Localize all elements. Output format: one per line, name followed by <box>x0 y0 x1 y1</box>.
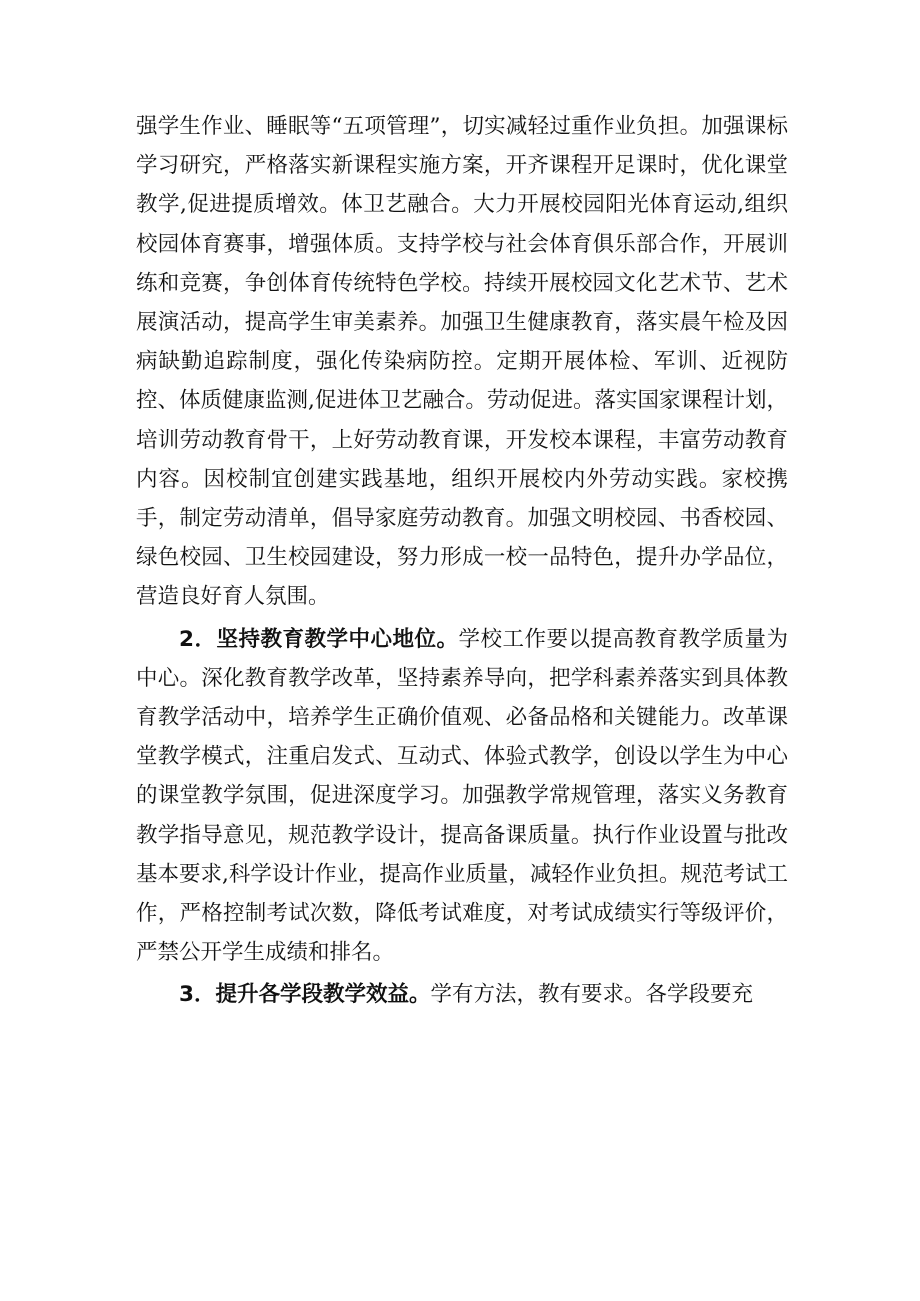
paragraph-text: 学校工作要以提高教育教学质量为中心。深化教育教学改革，坚持素养导向，把学科素养落实到具体教育教学活动中，培养学生正确价值观、必备品格和关键能力。改革课堂教学模式，注重启发式、互动式、体验式教学，创设以学生为中心的课堂教学氛围，促进深度学习。加强教学常规管理，落实义务教育教学指导意见，规范教学设计，提高备课质量。执行作业设置与批改基本要求,科学设计作业，提高作业质量，减轻作业负担。规范考试工作，严格控制考试次数，降低考试难度，对考试成绩实行等级评价，严禁公开学生成绩和排名。 <box>136 626 788 966</box>
section-heading: 3．提升各学段教学效益。 <box>179 982 431 1008</box>
paragraph-section-3 <box>136 975 788 1014</box>
paragraph-continued <box>136 107 788 617</box>
paragraph-section-2 <box>136 620 788 973</box>
section-heading: 2．坚持教育教学中心地位。 <box>179 626 459 652</box>
paragraph-text: 学有方法，教有要求。各学段要充 <box>430 982 753 1008</box>
document-body <box>136 107 788 1015</box>
paragraph-text: 强学生作业、睡眠等“五项管理”，切实减轻过重作业负担。加强课标学习研究，严格落实新课程实施方案，开齐课程开足课时，优化课堂教学,促进提质增效。体卫艺融合。大力开展校园阳光体育运动,组织校园体育赛事，增强体质。支持学校与社会体育俱乐部合作，开展训练和竞赛，争创体育传统特色学校。持续开展校园文化艺术节、艺术展演活动，提高学生审美素养。加强卫生健康教育，落实晨午检及因病缺勤追踪制度，强化传染病防控。定期开展体检、军训、近视防控、体质健康监测,促进体卫艺融合。劳动促进。落实国家课程计划，培训劳动教育骨干，上好劳动教育课，开发校本课程，丰富劳动教育内容。因校制宜创建实践基地，组织开展校内外劳动实践。家校携手，制定劳动清单，倡导家庭劳动教育。加强文明校园、书香校园、绿色校园、卫生校园建设，努力形成一校一品特色，提升办学品位，营造良好育人氛围。 <box>136 114 788 610</box>
